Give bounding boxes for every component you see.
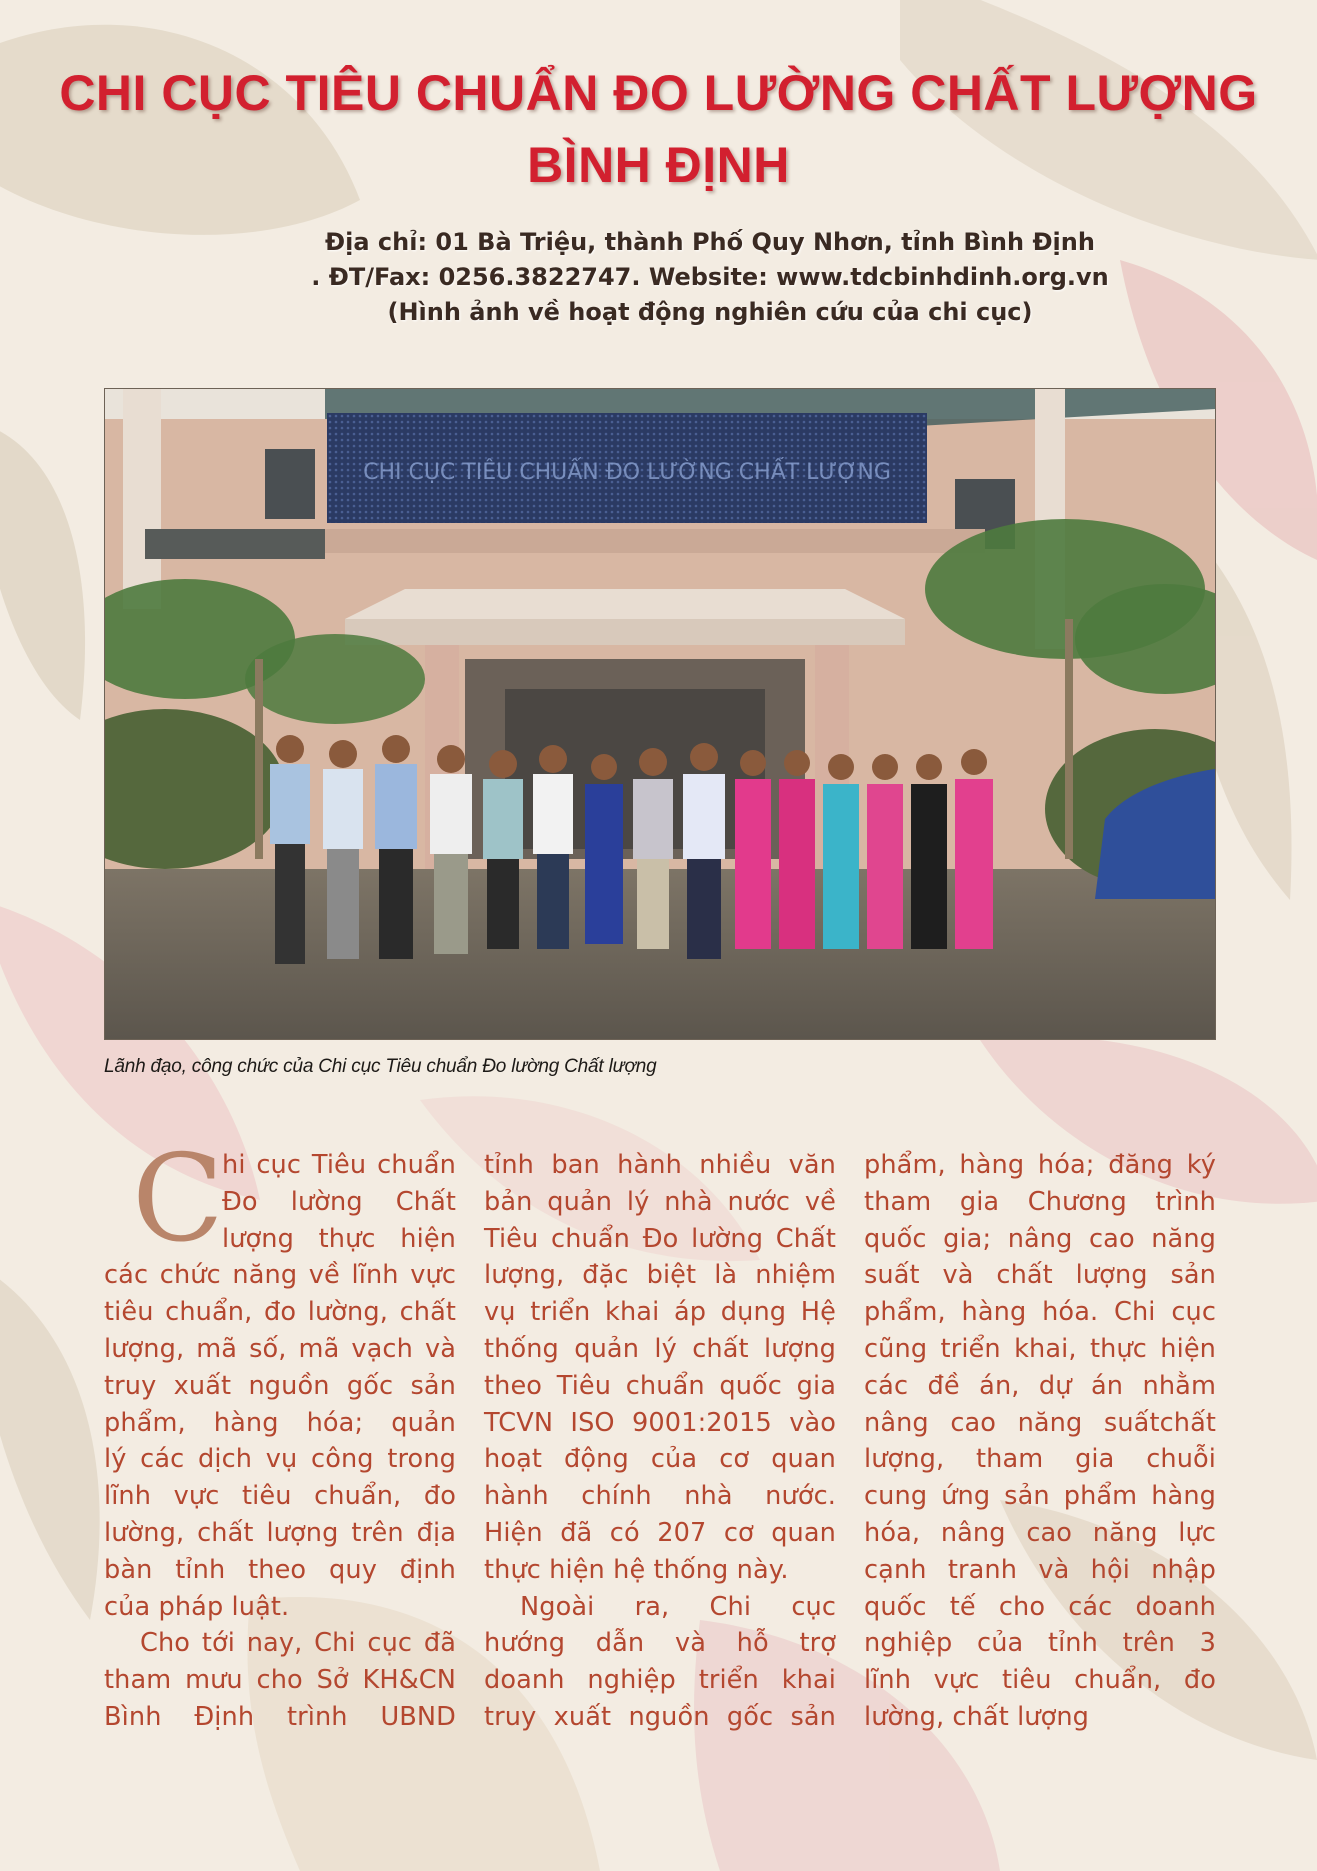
text-line: cũng triển khai, thực hiện: [864, 1333, 1216, 1364]
text-line: TCVN ISO 9001:2015 vào: [484, 1407, 836, 1438]
text-line: các đề án, dự án nhằm: [864, 1370, 1216, 1401]
text-line: cung ứng sản phẩm hàng: [864, 1481, 1216, 1512]
text-line: thực hiện hệ thống này.: [484, 1554, 789, 1585]
text-line: lĩnh vực tiêu chuẩn, đo: [104, 1481, 456, 1512]
text-line: bàn tỉnh theo quy định: [104, 1554, 456, 1585]
text-line: tiêu chuẩn, đo lường, chất: [104, 1297, 456, 1328]
text-line: quốc gia; nâng cao năng: [864, 1223, 1216, 1254]
text-line: nghiệp của tỉnh trên 3: [864, 1628, 1216, 1659]
text-line: hi cục Tiêu chuẩn: [222, 1150, 456, 1180]
drop-cap: C: [132, 1130, 224, 1269]
photo-note-line: (Hình ảnh về hoạt động nghiên cứu của chi cục): [387, 298, 1033, 326]
text-line: bản quản lý nhà nước về: [484, 1186, 836, 1217]
text-line: Bình Định trình UBND: [104, 1701, 456, 1732]
text-line: Tiêu chuẩn Đo lường Chất: [484, 1223, 836, 1254]
text-line: lường, chất lượng: [864, 1701, 1090, 1732]
text-line: tỉnh ban hành nhiều văn: [484, 1150, 836, 1180]
text-line: nâng cao năng suấtchất: [864, 1407, 1216, 1438]
text-line: truy xuất nguồn gốc sản: [484, 1701, 836, 1732]
text-line: phẩm, hàng hóa. Chi cục: [864, 1297, 1216, 1328]
text-line: vụ triển khai áp dụng Hệ: [484, 1297, 836, 1328]
text-line: lường, chất lượng trên địa: [104, 1517, 456, 1548]
text-line: hóa, nâng cao năng lực: [864, 1517, 1216, 1548]
sign-board-text: CHI CỤC TIÊU CHUẨN ĐO LƯỜNG CHẤT LƯỢNG: [363, 460, 891, 485]
text-line: theo Tiêu chuẩn quốc gia: [484, 1370, 836, 1401]
text-line: Ngoài ra, Chi cục: [520, 1591, 836, 1622]
text-line: Cho tới nay, Chi cục đã: [140, 1628, 456, 1659]
text-line: Đo lường Chất: [222, 1186, 456, 1217]
text-line: hoạt động của cơ quan: [484, 1444, 836, 1475]
text-line: lượng, mã số, mã vạch và: [104, 1333, 456, 1364]
text-line: phẩm, hàng hóa; quản: [104, 1407, 456, 1438]
contact-line: . ĐT/Fax: 0256.3822747. Website: www.tdcbinhdinh.org.vn: [311, 263, 1109, 291]
text-line: các chức năng về lĩnh vực: [104, 1260, 456, 1291]
text-line: lý các dịch vụ công trong: [104, 1444, 456, 1475]
article-column-2: [484, 1147, 836, 1736]
article-column-1: [104, 1147, 456, 1736]
photo-caption: Lãnh đạo, công chức của Chi cục Tiêu chuẩn Đo lường Chất lượng: [104, 1056, 657, 1077]
article-column-3: [864, 1147, 1216, 1736]
text-line: cạnh tranh và hội nhập: [864, 1554, 1216, 1585]
page-title-line-1: CHI CỤC TIÊU CHUẨN ĐO LƯỜNG CHẤT LƯỢNG: [59, 65, 1258, 121]
page-title-line-2: BÌNH ĐỊNH: [527, 137, 790, 193]
address-line: Địa chỉ: 01 Bà Triệu, thành Phố Quy Nhơn, tỉnh Bình Định: [325, 228, 1095, 256]
text-line: doanh nghiệp triển khai: [484, 1665, 836, 1696]
text-line: lượng, đặc biệt là nhiệm: [484, 1260, 836, 1291]
text-line: thống quản lý chất lượng: [484, 1333, 836, 1364]
text-line: phẩm, hàng hóa; đăng ký: [864, 1150, 1216, 1180]
text-line: suất và chất lượng sản: [864, 1260, 1216, 1291]
text-line: lượng thực hiện: [222, 1223, 456, 1254]
text-line: tham gia Chương trình: [864, 1186, 1216, 1217]
text-line: hành chính nhà nước.: [484, 1481, 836, 1512]
text-line: của pháp luật.: [104, 1591, 290, 1622]
text-line: hướng dẫn và hỗ trợ: [484, 1628, 836, 1659]
text-line: Hiện đã có 207 cơ quan: [484, 1517, 836, 1548]
text-line: quốc tế cho các doanh: [864, 1591, 1216, 1622]
text-line: tham mưu cho Sở KH&CN: [104, 1665, 456, 1696]
text-line: lĩnh vực tiêu chuẩn, đo: [864, 1665, 1216, 1696]
text-line: lượng, tham gia chuỗi: [864, 1444, 1216, 1475]
text-line: truy xuất nguồn gốc sản: [104, 1370, 456, 1401]
group-photo: [104, 388, 1216, 1040]
